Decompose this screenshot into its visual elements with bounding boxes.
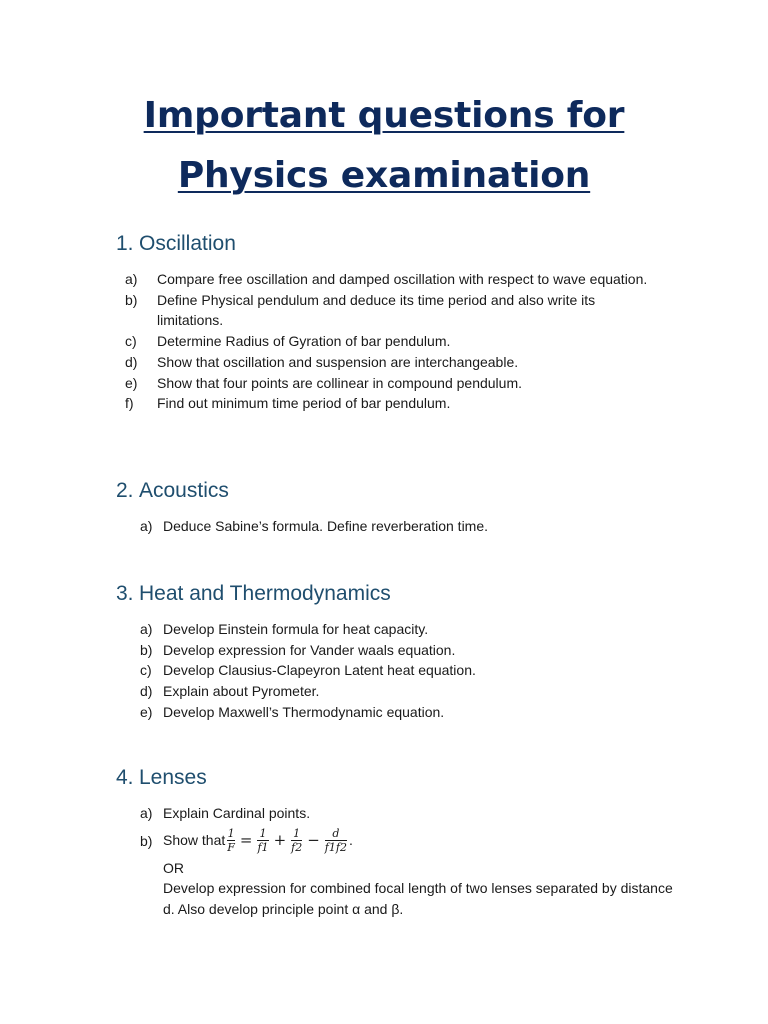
- section-acoustics: [116, 478, 656, 537]
- item-marker: a): [140, 621, 153, 637]
- item-text: Develop Clausius-Clapeyron Latent heat equation.: [163, 662, 476, 679]
- list-item: [140, 640, 656, 661]
- fraction-denominator: f2: [291, 841, 303, 855]
- fraction-numerator: 1: [293, 827, 301, 841]
- list-item: [125, 290, 656, 331]
- section-title: Oscillation: [139, 232, 236, 255]
- question-list: [116, 619, 656, 723]
- list-item: [140, 660, 656, 681]
- alternative-question: Develop expression for combined focal length of two lenses separated by distance d. Also develop principle point α and β.: [163, 880, 673, 918]
- page-title: [0, 86, 768, 206]
- item-marker: d): [140, 683, 153, 700]
- fraction-term-2: [291, 827, 302, 854]
- fraction-term-3: [325, 827, 347, 854]
- fraction-lhs: [227, 827, 235, 854]
- item-marker: b): [140, 641, 153, 658]
- item-text: Show that four points are collinear in compound pendulum.: [157, 374, 522, 391]
- title-line-1: Important questions for: [143, 95, 625, 136]
- item-marker: b): [140, 832, 153, 849]
- item-marker: a): [140, 805, 153, 821]
- item-marker: a): [140, 518, 153, 534]
- equals-sign: =: [239, 831, 253, 850]
- list-item: [125, 269, 656, 290]
- list-item: [125, 331, 656, 352]
- question-list: [116, 269, 656, 414]
- item-text: Deduce Sabine’s formula. Define reverberation time.: [163, 518, 489, 534]
- item-marker: b): [125, 291, 138, 308]
- item-marker: c): [140, 662, 152, 679]
- section-heat-thermodynamics: [116, 581, 656, 723]
- question-list: [116, 516, 656, 537]
- section-number: 3.: [116, 582, 134, 605]
- fraction-numerator: d: [332, 827, 340, 841]
- section-heading: [116, 581, 656, 607]
- section-oscillation: [116, 231, 656, 414]
- section-title: Acoustics: [139, 479, 229, 502]
- section-heading: [116, 478, 656, 504]
- item-text: Develop expression for Vander waals equation.: [163, 641, 456, 658]
- item-marker: c): [125, 333, 137, 350]
- item-marker: d): [125, 353, 138, 370]
- formula-line: [163, 824, 676, 858]
- plus-sign: +: [273, 831, 287, 850]
- section-lenses: [116, 765, 676, 920]
- item-text: Compare free oscillation and damped oscillation with respect to wave equation.: [157, 271, 648, 287]
- list-item: [140, 681, 656, 702]
- section-title: Heat and Thermodynamics: [139, 582, 391, 605]
- list-item: [140, 803, 676, 824]
- fraction-denominator: f1f2: [324, 841, 347, 855]
- list-item: [125, 373, 656, 394]
- or-separator: OR: [163, 859, 184, 876]
- item-text: Determine Radius of Gyration of bar pendulum.: [157, 333, 451, 350]
- fraction-denominator: F: [227, 841, 235, 855]
- list-item: [140, 516, 656, 537]
- item-marker: a): [125, 271, 138, 287]
- section-number: 4.: [116, 766, 134, 789]
- fraction-denominator: f1: [257, 841, 269, 855]
- list-item: [140, 702, 656, 723]
- section-title: Lenses: [139, 766, 207, 789]
- section-heading: [116, 765, 676, 791]
- item-marker: e): [140, 703, 153, 720]
- item-text: Show that oscillation and suspension are interchangeable.: [157, 353, 519, 370]
- item-text: Develop Maxwell’s Thermodynamic equation.: [163, 703, 445, 720]
- item-marker: e): [125, 374, 138, 391]
- formula-prefix: Show that: [163, 832, 226, 849]
- title-line-2: Physics examination: [177, 155, 591, 196]
- question-list: [116, 803, 676, 920]
- fraction-numerator: 1: [259, 827, 267, 841]
- item-text: Develop Einstein formula for heat capacity.: [163, 621, 429, 637]
- formula-end: .: [348, 832, 353, 849]
- list-item: [125, 393, 656, 414]
- section-number: 1.: [116, 232, 134, 255]
- list-item: [140, 824, 676, 920]
- list-item: [140, 619, 656, 640]
- fraction-numerator: 1: [227, 827, 235, 841]
- minus-sign: −: [307, 831, 320, 850]
- section-number: 2.: [116, 479, 134, 502]
- item-text: Explain Cardinal points.: [163, 805, 311, 821]
- item-text: Find out minimum time period of bar pendulum.: [157, 395, 451, 412]
- item-marker: f): [125, 395, 134, 412]
- list-item: [125, 352, 656, 373]
- fraction-term-1: [257, 827, 268, 854]
- item-text: Explain about Pyrometer.: [163, 683, 320, 700]
- item-text: Define Physical pendulum and deduce its time period and also write its limitations.: [157, 291, 596, 329]
- section-heading: [116, 231, 656, 257]
